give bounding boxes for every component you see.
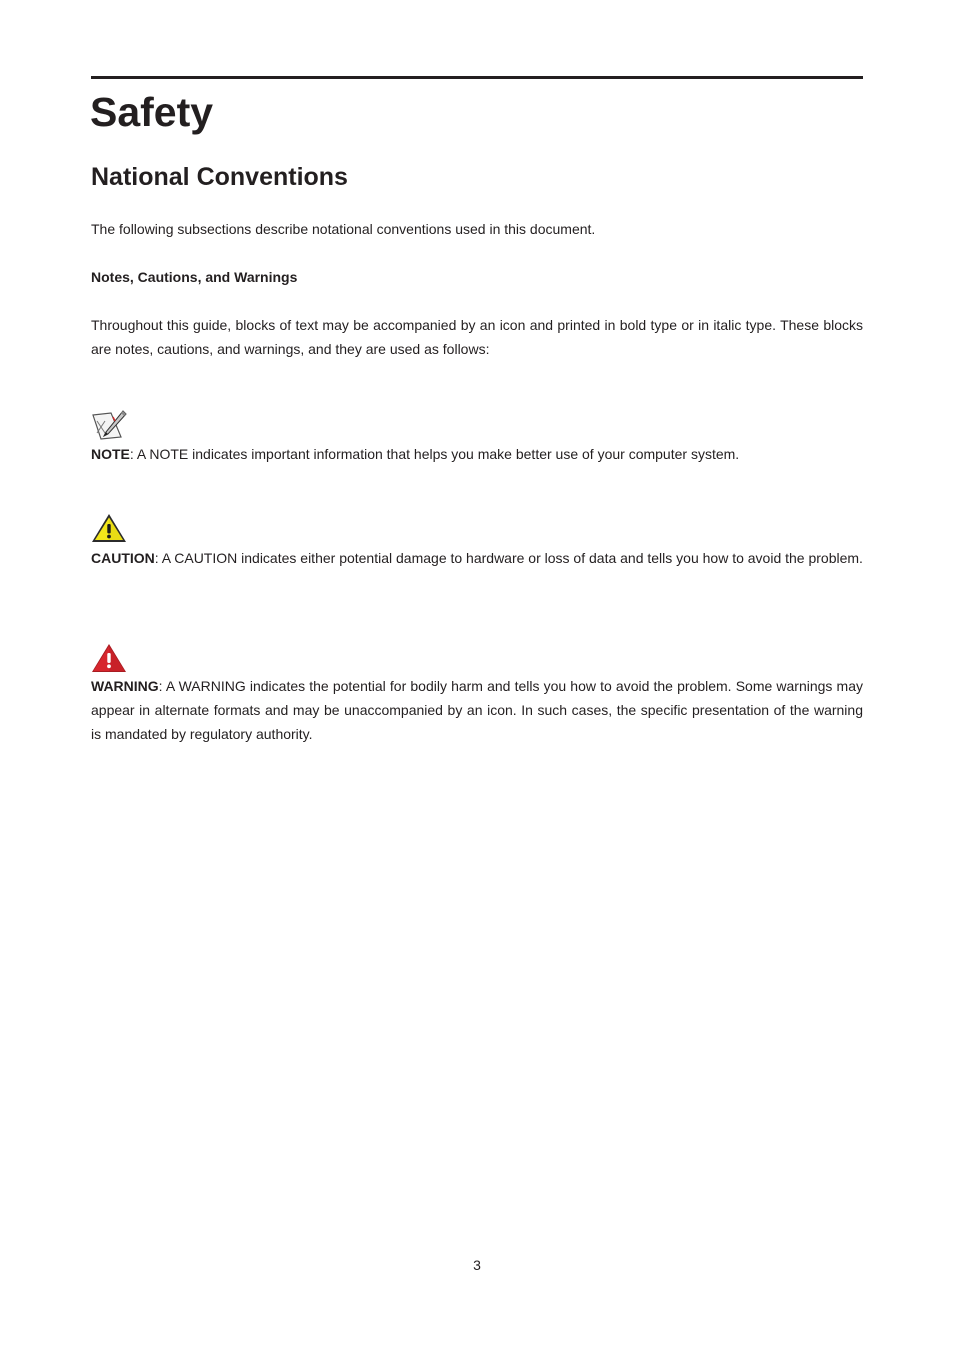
warning-triangle-icon (91, 643, 127, 673)
page-number: 3 (473, 1257, 481, 1273)
page-title: Safety (90, 89, 214, 135)
caution-label: CAUTION (91, 550, 155, 566)
note-text: : A NOTE indicates important information that helps you make better use of your computer system. (129, 446, 740, 462)
caution-paragraph (91, 546, 863, 570)
header-rule (91, 76, 863, 79)
subheading: Notes, Cautions, and Warnings (91, 269, 298, 285)
warning-text: : A WARNING indicates the potential for bodily harm and tells you how to avoid the problem. Some warnings may appear in alternate formats and may be unaccompanied by an icon. In such cases, the specific presentation of the warning is mandated by regulatory authority. (91, 678, 863, 742)
body-paragraph: Throughout this guide, blocks of text may be accompanied by an icon and printed in bold type or in italic type. These blocks are notes, cautions, and warnings, and they are used as follows: (91, 317, 863, 357)
warning-label: WARNING (91, 678, 159, 694)
caution-triangle-icon (91, 513, 127, 543)
section-title: National Conventions (91, 163, 348, 191)
note-paragraph (91, 442, 863, 466)
warning-paragraph (91, 674, 863, 746)
caution-text: : A CAUTION indicates either potential damage to hardware or loss of data and tells you how to avoid the problem. (154, 550, 863, 566)
note-pencil-icon (91, 409, 127, 441)
note-label: NOTE (91, 446, 130, 462)
intro-paragraph: The following subsections describe notational conventions used in this document. (91, 221, 596, 237)
